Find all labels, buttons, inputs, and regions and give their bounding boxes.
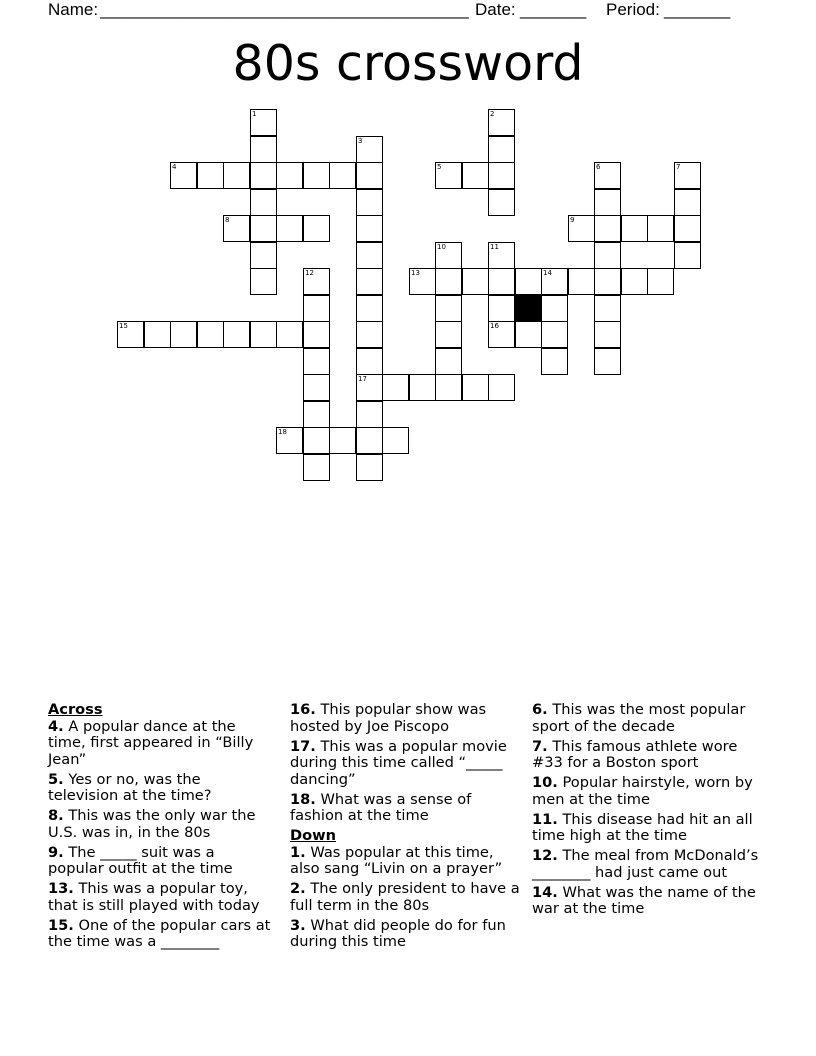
grid-cell[interactable]: [303, 268, 330, 295]
grid-cell[interactable]: [303, 454, 330, 481]
grid-cell[interactable]: [594, 215, 621, 242]
grid-cell[interactable]: [356, 454, 383, 481]
cell-number: 3: [358, 137, 363, 145]
grid-cell[interactable]: [409, 268, 436, 295]
grid-cell[interactable]: [462, 374, 489, 401]
grid-cell[interactable]: [435, 374, 462, 401]
grid-cell[interactable]: [144, 321, 171, 348]
grid-cell[interactable]: [594, 162, 621, 189]
period-line[interactable]: _______: [664, 0, 731, 19]
grid-cell[interactable]: [541, 348, 568, 375]
grid-cell[interactable]: [303, 215, 330, 242]
grid-cell[interactable]: [303, 162, 330, 189]
clue-across-16: 16. This popular show was hosted by Joe Piscopo: [290, 701, 487, 735]
cell-number: 4: [172, 163, 177, 171]
grid-cell[interactable]: [515, 321, 542, 348]
grid-cell[interactable]: [329, 427, 356, 454]
grid-cell[interactable]: [303, 348, 330, 375]
grid-cell[interactable]: [250, 268, 277, 295]
grid-cell[interactable]: [250, 109, 277, 136]
grid-cell[interactable]: [356, 162, 383, 189]
clue-down-12: 12. The meal from McDonald’s ________ had just came out: [532, 847, 759, 881]
clues-column-3: [532, 702, 767, 921]
grid-cell[interactable]: [197, 162, 224, 189]
cell-number: 7: [676, 163, 681, 171]
grid-cell[interactable]: [356, 215, 383, 242]
grid-cell[interactable]: [488, 109, 515, 136]
grid-cell[interactable]: [594, 321, 621, 348]
clue-across-9: 9. The _____ suit was a popular outfit at the time: [48, 843, 233, 877]
grid-cell[interactable]: [674, 215, 701, 242]
grid-cell[interactable]: [674, 162, 701, 189]
grid-cell[interactable]: [488, 189, 515, 216]
name-line[interactable]: _______________________________________: [100, 0, 469, 19]
grid-cell[interactable]: [541, 321, 568, 348]
down-heading: Down: [290, 827, 337, 844]
grid-cell[interactable]: [488, 242, 515, 269]
clue-across-15: 15. One of the popular cars at the time was a ________: [48, 916, 271, 950]
grid-cell[interactable]: [568, 268, 595, 295]
grid-cell[interactable]: [356, 242, 383, 269]
grid-cell[interactable]: [170, 162, 197, 189]
grid-cell[interactable]: [223, 321, 250, 348]
clue-across-13: 13. This was a popular toy, that is still played with today: [48, 880, 260, 914]
clue-down-14: 14. What was the name of the war at the time: [532, 883, 756, 917]
name-label: Name:: [48, 0, 99, 19]
grid-cell[interactable]: [303, 374, 330, 401]
grid-cell[interactable]: [276, 162, 303, 189]
grid-cell[interactable]: [250, 242, 277, 269]
grid-cell[interactable]: [356, 268, 383, 295]
grid-cell[interactable]: [356, 321, 383, 348]
grid-cell[interactable]: [594, 295, 621, 322]
cell-number: 12: [305, 269, 314, 277]
grid-cell[interactable]: [356, 427, 383, 454]
grid-cell[interactable]: [276, 215, 303, 242]
grid-cell[interactable]: [435, 348, 462, 375]
grid-cell[interactable]: [488, 136, 515, 163]
grid-cell[interactable]: [488, 162, 515, 189]
grid-cell[interactable]: [621, 215, 648, 242]
grid-cell[interactable]: [621, 268, 648, 295]
across-heading: Across: [48, 701, 103, 718]
clue-down-6: 6. This was the most popular sport of the decade: [532, 701, 746, 735]
grid-cell[interactable]: [594, 242, 621, 269]
page-title: 80s crossword: [232, 35, 584, 92]
grid-cell[interactable]: [356, 348, 383, 375]
grid-cell[interactable]: [488, 295, 515, 322]
grid-cell-black: [515, 295, 542, 322]
grid-cell[interactable]: [250, 321, 277, 348]
clue-down-11: 11. This disease had hit an all time high at the time: [532, 810, 753, 844]
grid-cell[interactable]: [223, 215, 250, 242]
grid-cell[interactable]: [515, 268, 542, 295]
grid-cell[interactable]: [356, 374, 383, 401]
cell-number: 6: [596, 163, 601, 171]
grid-cell[interactable]: [488, 374, 515, 401]
grid-cell[interactable]: [488, 321, 515, 348]
cell-number: 9: [570, 216, 575, 224]
clues-column-2: [290, 702, 520, 954]
grid-cell[interactable]: [435, 162, 462, 189]
grid-cell[interactable]: [356, 189, 383, 216]
grid-cell[interactable]: [197, 321, 224, 348]
grid-cell[interactable]: [117, 321, 144, 348]
clue-down-3: 3. What did people do for fun during this time: [290, 916, 506, 950]
grid-cell[interactable]: [382, 374, 409, 401]
grid-cell[interactable]: [435, 295, 462, 322]
grid-cell[interactable]: [223, 162, 250, 189]
grid-cell[interactable]: [541, 268, 568, 295]
period-label: Period:: [606, 0, 660, 19]
date-line[interactable]: _______: [520, 0, 587, 19]
grid-cell[interactable]: [250, 215, 277, 242]
clue-across-4: 4. A popular dance at the time, first appeared in “Billy Jean”: [48, 717, 254, 768]
cell-number: 11: [490, 243, 499, 251]
grid-cell[interactable]: [250, 189, 277, 216]
cell-number: 16: [490, 322, 499, 330]
grid-cell[interactable]: [382, 427, 409, 454]
grid-cell[interactable]: [594, 189, 621, 216]
grid-cell[interactable]: [435, 268, 462, 295]
clue-across-18: 18. What was a sense of fashion at the time: [290, 790, 472, 824]
cell-number: 18: [278, 428, 287, 436]
clue-across-17: 17. This was a popular movie during this time called “_____ dancing”: [290, 737, 507, 788]
grid-cell[interactable]: [276, 321, 303, 348]
clue-across-5: 5. Yes or no, was the television at the time?: [48, 770, 212, 804]
clues-column-1: [48, 702, 273, 954]
grid-cell[interactable]: [647, 268, 674, 295]
grid-cell[interactable]: [303, 401, 330, 428]
grid-cell[interactable]: [303, 427, 330, 454]
clue-down-2: 2. The only president to have a full term in the 80s: [290, 880, 520, 914]
clue-down-7: 7. This famous athlete wore #33 for a Boston sport: [532, 737, 738, 771]
grid-cell[interactable]: [647, 215, 674, 242]
clue-across-8: 8. This was the only war the U.S. was in, in the 80s: [48, 807, 256, 841]
grid-cell[interactable]: [462, 268, 489, 295]
grid-cell[interactable]: [303, 321, 330, 348]
grid-cell[interactable]: [488, 268, 515, 295]
grid-cell[interactable]: [462, 162, 489, 189]
grid-cell[interactable]: [356, 401, 383, 428]
grid-cell[interactable]: [250, 136, 277, 163]
grid-cell[interactable]: [356, 136, 383, 163]
cell-number: 5: [437, 163, 442, 171]
grid-cell[interactable]: [541, 295, 568, 322]
grid-cell[interactable]: [674, 242, 701, 269]
cell-number: 13: [411, 269, 420, 277]
cell-number: 1: [252, 110, 257, 118]
cell-number: 14: [543, 269, 552, 277]
cell-number: 8: [225, 216, 230, 224]
grid-cell[interactable]: [276, 427, 303, 454]
crossword-grid: [0, 0, 816, 500]
cell-number: 2: [490, 110, 495, 118]
grid-cell[interactable]: [674, 189, 701, 216]
grid-cell[interactable]: [435, 242, 462, 269]
grid-cell[interactable]: [435, 321, 462, 348]
grid-cell[interactable]: [409, 374, 436, 401]
grid-cell[interactable]: [568, 215, 595, 242]
grid-cell[interactable]: [329, 162, 356, 189]
grid-cell[interactable]: [356, 295, 383, 322]
grid-cell[interactable]: [594, 348, 621, 375]
cell-number: 15: [119, 322, 128, 330]
date-label: Date:: [475, 0, 516, 19]
cell-number: 10: [437, 243, 446, 251]
clue-down-10: 10. Popular hairstyle, worn by men at the time: [532, 774, 753, 808]
cell-number: 17: [358, 375, 367, 383]
grid-cell[interactable]: [303, 295, 330, 322]
clue-down-1: 1. Was popular at this time, also sang “Livin on a prayer”: [290, 843, 503, 877]
grid-cell[interactable]: [594, 268, 621, 295]
grid-cell[interactable]: [250, 162, 277, 189]
grid-cell[interactable]: [170, 321, 197, 348]
